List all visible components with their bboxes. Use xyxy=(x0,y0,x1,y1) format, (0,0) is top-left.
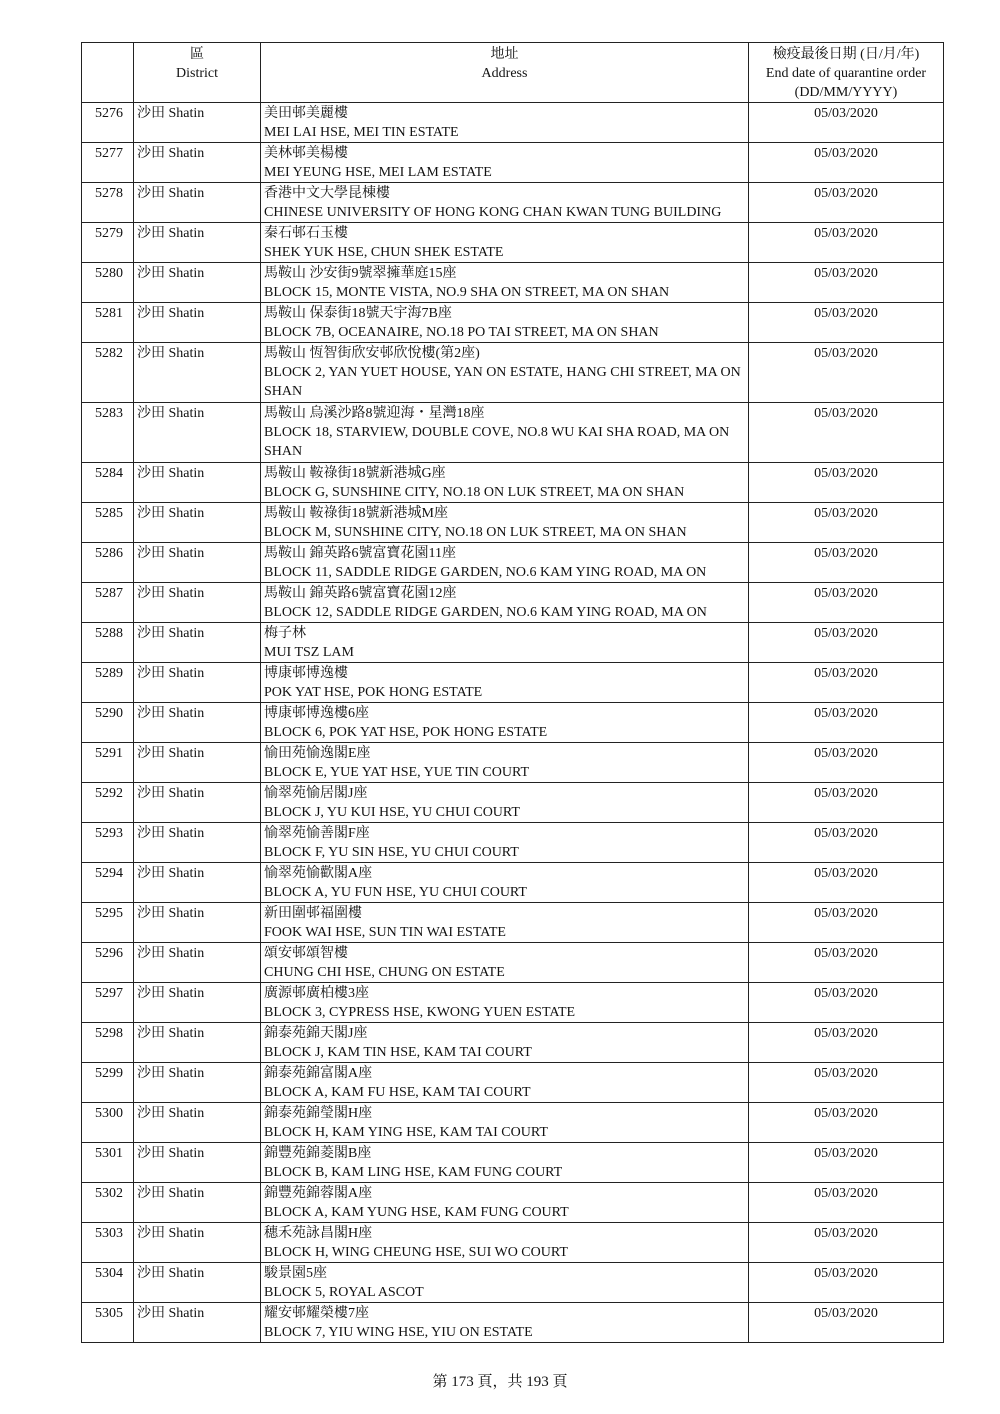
row-address-zh: 博康邨博逸樓6座 xyxy=(264,706,369,721)
row-address-zh: 馬鞍山 烏溪沙路8號迎海・星灣18座 xyxy=(264,406,485,421)
row-district: 沙田 Shatin xyxy=(134,703,261,743)
row-address-en: BLOCK G, SUNSHINE CITY, NO.18 ON LUK STREET, MA ON SHAN xyxy=(264,485,685,500)
row-district: 沙田 Shatin xyxy=(134,623,261,663)
row-address-en: MEI LAI HSE, MEI TIN ESTATE xyxy=(264,125,459,140)
row-address xyxy=(261,223,749,263)
row-address xyxy=(261,783,749,823)
row-end-date: 05/03/2020 xyxy=(749,703,944,743)
row-address-en: BLOCK 12, SADDLE RIDGE GARDEN, NO.6 KAM YING ROAD, MA ON xyxy=(264,605,707,620)
row-end-date: 05/03/2020 xyxy=(749,223,944,263)
row-address-en: BLOCK A, KAM FU HSE, KAM TAI COURT xyxy=(264,1085,531,1100)
table-row xyxy=(82,903,944,943)
row-number: 5295 xyxy=(82,903,134,943)
row-district: 沙田 Shatin xyxy=(134,463,261,503)
row-number: 5289 xyxy=(82,663,134,703)
row-number: 5298 xyxy=(82,1023,134,1063)
table-row xyxy=(82,823,944,863)
row-address xyxy=(261,943,749,983)
row-end-date: 05/03/2020 xyxy=(749,903,944,943)
table-row xyxy=(82,403,944,463)
row-end-date: 05/03/2020 xyxy=(749,303,944,343)
row-district: 沙田 Shatin xyxy=(134,143,261,183)
row-address-zh: 愉田苑愉逸閣E座 xyxy=(264,746,371,761)
row-address-zh: 愉翠苑愉善閣F座 xyxy=(264,826,370,841)
row-address-zh: 錦豐苑錦菱閣B座 xyxy=(264,1146,372,1161)
row-number: 5302 xyxy=(82,1183,134,1223)
row-address xyxy=(261,543,749,583)
row-number: 5287 xyxy=(82,583,134,623)
row-address xyxy=(261,863,749,903)
row-address-en: CHINESE UNIVERSITY OF HONG KONG CHAN KWAN TUNG BUILDING xyxy=(264,205,722,220)
row-district: 沙田 Shatin xyxy=(134,903,261,943)
row-address-en: BLOCK 6, POK YAT HSE, POK HONG ESTATE xyxy=(264,725,548,740)
row-district: 沙田 Shatin xyxy=(134,103,261,143)
row-address-en: MEI YEUNG HSE, MEI LAM ESTATE xyxy=(264,165,492,180)
row-end-date: 05/03/2020 xyxy=(749,623,944,663)
row-address xyxy=(261,263,749,303)
row-address-zh: 美田邨美麗樓 xyxy=(264,106,348,121)
row-district: 沙田 Shatin xyxy=(134,1263,261,1303)
row-address-zh: 駿景園5座 xyxy=(264,1266,327,1281)
row-number: 5276 xyxy=(82,103,134,143)
row-address-zh: 愉翠苑愉歡閣A座 xyxy=(264,866,373,881)
row-address-en: FOOK WAI HSE, SUN TIN WAI ESTATE xyxy=(264,925,506,940)
row-number: 5301 xyxy=(82,1143,134,1183)
row-district: 沙田 Shatin xyxy=(134,1143,261,1183)
row-address-zh: 梅子林 xyxy=(264,626,306,641)
header-number xyxy=(82,43,134,103)
row-address-en: BLOCK A, KAM YUNG HSE, KAM FUNG COURT xyxy=(264,1205,569,1220)
header-address xyxy=(261,43,749,103)
row-address xyxy=(261,983,749,1023)
row-address-en: BLOCK H, WING CHEUNG HSE, SUI WO COURT xyxy=(264,1245,568,1260)
row-district: 沙田 Shatin xyxy=(134,503,261,543)
row-number: 5279 xyxy=(82,223,134,263)
row-district: 沙田 Shatin xyxy=(134,583,261,623)
row-address-en: BLOCK 5, ROYAL ASCOT xyxy=(264,1285,424,1300)
table-row xyxy=(82,743,944,783)
row-address xyxy=(261,303,749,343)
row-address-zh: 馬鞍山 沙安街9號翠擁華庭15座 xyxy=(264,266,457,281)
row-end-date: 05/03/2020 xyxy=(749,263,944,303)
row-end-date: 05/03/2020 xyxy=(749,823,944,863)
row-address xyxy=(261,1303,749,1343)
row-district: 沙田 Shatin xyxy=(134,1063,261,1103)
row-address-zh: 馬鞍山 鞍祿街18號新港城M座 xyxy=(264,506,448,521)
row-end-date: 05/03/2020 xyxy=(749,1103,944,1143)
row-address xyxy=(261,143,749,183)
row-end-date: 05/03/2020 xyxy=(749,1223,944,1263)
row-number: 5300 xyxy=(82,1103,134,1143)
row-address-en: BLOCK J, KAM TIN HSE, KAM TAI COURT xyxy=(264,1045,532,1060)
row-end-date: 05/03/2020 xyxy=(749,103,944,143)
row-end-date: 05/03/2020 xyxy=(749,863,944,903)
row-address xyxy=(261,103,749,143)
row-address-zh: 廣源邨廣柏樓3座 xyxy=(264,986,369,1001)
row-address-zh: 博康邨博逸樓 xyxy=(264,666,348,681)
row-address-zh: 錦泰苑錦瑩閣H座 xyxy=(264,1106,373,1121)
row-address xyxy=(261,703,749,743)
table-row xyxy=(82,1023,944,1063)
page-number: 第 173 頁，共 193 頁 xyxy=(432,1374,568,1390)
table-row xyxy=(82,263,944,303)
row-end-date: 05/03/2020 xyxy=(749,543,944,583)
row-address-en: BLOCK 11, SADDLE RIDGE GARDEN, NO.6 KAM YING ROAD, MA ON xyxy=(264,565,707,580)
row-address-en: POK YAT HSE, POK HONG ESTATE xyxy=(264,685,483,700)
row-district: 沙田 Shatin xyxy=(134,823,261,863)
table-row xyxy=(82,1063,944,1103)
row-address-en: BLOCK 18, STARVIEW, DOUBLE COVE, NO.8 WU KAI SHA ROAD, MA ON SHAN xyxy=(264,425,730,459)
table-row xyxy=(82,1103,944,1143)
table-row xyxy=(82,1183,944,1223)
row-address-zh: 錦泰苑錦富閣A座 xyxy=(264,1066,373,1081)
row-address-en: BLOCK J, YU KUI HSE, YU CHUI COURT xyxy=(264,805,520,820)
row-number: 5286 xyxy=(82,543,134,583)
row-district: 沙田 Shatin xyxy=(134,403,261,463)
row-number: 5290 xyxy=(82,703,134,743)
row-district: 沙田 Shatin xyxy=(134,343,261,403)
table-row xyxy=(82,1223,944,1263)
table-row xyxy=(82,103,944,143)
row-end-date: 05/03/2020 xyxy=(749,583,944,623)
row-address-zh: 馬鞍山 保泰街18號天宇海7B座 xyxy=(264,306,452,321)
row-address xyxy=(261,463,749,503)
row-end-date: 05/03/2020 xyxy=(749,1263,944,1303)
row-district: 沙田 Shatin xyxy=(134,983,261,1023)
table-row xyxy=(82,143,944,183)
table-row xyxy=(82,583,944,623)
row-district: 沙田 Shatin xyxy=(134,743,261,783)
row-address xyxy=(261,1063,749,1103)
row-end-date: 05/03/2020 xyxy=(749,943,944,983)
row-end-date: 05/03/2020 xyxy=(749,1023,944,1063)
table-row xyxy=(82,663,944,703)
table-row xyxy=(82,223,944,263)
table-row xyxy=(82,183,944,223)
header-date-zh: 檢疫最後日期 (日/月/年) xyxy=(772,47,920,62)
row-number: 5285 xyxy=(82,503,134,543)
row-number: 5304 xyxy=(82,1263,134,1303)
row-address xyxy=(261,1103,749,1143)
row-address-zh: 愉翠苑愉居閣J座 xyxy=(264,786,368,801)
row-district: 沙田 Shatin xyxy=(134,543,261,583)
quarantine-address-table xyxy=(81,42,944,1343)
row-end-date: 05/03/2020 xyxy=(749,143,944,183)
row-end-date: 05/03/2020 xyxy=(749,743,944,783)
table-row xyxy=(82,1303,944,1343)
table-row xyxy=(82,943,944,983)
row-address-zh: 耀安邨耀榮樓7座 xyxy=(264,1306,369,1321)
row-address-en: BLOCK B, KAM LING HSE, KAM FUNG COURT xyxy=(264,1165,563,1180)
row-address-en: BLOCK 7, YIU WING HSE, YIU ON ESTATE xyxy=(264,1325,533,1340)
row-address xyxy=(261,743,749,783)
table-row xyxy=(82,863,944,903)
table-row xyxy=(82,623,944,663)
row-end-date: 05/03/2020 xyxy=(749,403,944,463)
row-address xyxy=(261,183,749,223)
row-address-en: BLOCK 3, CYPRESS HSE, KWONG YUEN ESTATE xyxy=(264,1005,576,1020)
row-number: 5303 xyxy=(82,1223,134,1263)
row-address-en: BLOCK A, YU FUN HSE, YU CHUI COURT xyxy=(264,885,527,900)
row-address-zh: 頌安邨頌智樓 xyxy=(264,946,348,961)
row-address xyxy=(261,1223,749,1263)
row-address-en: MUI TSZ LAM xyxy=(264,645,354,660)
row-number: 5291 xyxy=(82,743,134,783)
row-district: 沙田 Shatin xyxy=(134,263,261,303)
row-number: 5297 xyxy=(82,983,134,1023)
header-date xyxy=(749,43,944,103)
row-end-date: 05/03/2020 xyxy=(749,1143,944,1183)
row-district: 沙田 Shatin xyxy=(134,303,261,343)
row-end-date: 05/03/2020 xyxy=(749,1063,944,1103)
row-district: 沙田 Shatin xyxy=(134,1303,261,1343)
row-number: 5305 xyxy=(82,1303,134,1343)
row-district: 沙田 Shatin xyxy=(134,183,261,223)
row-end-date: 05/03/2020 xyxy=(749,1303,944,1343)
row-end-date: 05/03/2020 xyxy=(749,663,944,703)
row-number: 5278 xyxy=(82,183,134,223)
table-row xyxy=(82,343,944,403)
row-address-en: BLOCK 2, YAN YUET HOUSE, YAN ON ESTATE, HANG CHI STREET, MA ON SHAN xyxy=(264,365,741,399)
header-district-en: District xyxy=(176,66,218,81)
row-address xyxy=(261,503,749,543)
row-address-zh: 馬鞍山 錦英路6號富寶花園12座 xyxy=(264,586,457,601)
row-address-zh: 錦豐苑錦蓉閣A座 xyxy=(264,1186,373,1201)
row-end-date: 05/03/2020 xyxy=(749,503,944,543)
table-row xyxy=(82,1143,944,1183)
row-address-zh: 秦石邨石玉樓 xyxy=(264,226,348,241)
row-address xyxy=(261,343,749,403)
header-district xyxy=(134,43,261,103)
table-row xyxy=(82,543,944,583)
row-address-zh: 美林邨美楊樓 xyxy=(264,146,348,161)
row-district: 沙田 Shatin xyxy=(134,1103,261,1143)
row-number: 5288 xyxy=(82,623,134,663)
row-address xyxy=(261,1143,749,1183)
row-number: 5294 xyxy=(82,863,134,903)
row-district: 沙田 Shatin xyxy=(134,1023,261,1063)
row-address-zh: 錦泰苑錦天閣J座 xyxy=(264,1026,368,1041)
row-number: 5283 xyxy=(82,403,134,463)
row-end-date: 05/03/2020 xyxy=(749,1183,944,1223)
header-address-zh: 地址 xyxy=(490,47,519,62)
row-district: 沙田 Shatin xyxy=(134,1183,261,1223)
row-district: 沙田 Shatin xyxy=(134,863,261,903)
row-address xyxy=(261,903,749,943)
row-number: 5296 xyxy=(82,943,134,983)
row-district: 沙田 Shatin xyxy=(134,783,261,823)
row-address xyxy=(261,1183,749,1223)
row-address-zh: 穗禾苑詠昌閣H座 xyxy=(264,1226,373,1241)
row-number: 5277 xyxy=(82,143,134,183)
row-address-en: BLOCK F, YU SIN HSE, YU CHUI COURT xyxy=(264,845,519,860)
row-address xyxy=(261,1023,749,1063)
header-date-format: (DD/MM/YYYY) xyxy=(794,85,898,100)
table-row xyxy=(82,463,944,503)
row-address-zh: 馬鞍山 鞍祿街18號新港城G座 xyxy=(264,466,446,481)
row-address-en: BLOCK 15, MONTE VISTA, NO.9 SHA ON STREET, MA ON SHAN xyxy=(264,285,670,300)
header-district-zh: 區 xyxy=(190,47,204,62)
row-address xyxy=(261,403,749,463)
row-address xyxy=(261,663,749,703)
row-end-date: 05/03/2020 xyxy=(749,343,944,403)
row-district: 沙田 Shatin xyxy=(134,663,261,703)
table-row xyxy=(82,783,944,823)
row-address-zh: 香港中文大學昆棟樓 xyxy=(264,186,390,201)
row-district: 沙田 Shatin xyxy=(134,223,261,263)
row-number: 5293 xyxy=(82,823,134,863)
row-address-zh: 馬鞍山 恆智街欣安邨欣悅樓(第2座) xyxy=(264,346,480,361)
row-address-en: BLOCK M, SUNSHINE CITY, NO.18 ON LUK STREET, MA ON SHAN xyxy=(264,525,687,540)
row-end-date: 05/03/2020 xyxy=(749,783,944,823)
row-end-date: 05/03/2020 xyxy=(749,983,944,1023)
row-address xyxy=(261,623,749,663)
table-row xyxy=(82,703,944,743)
row-number: 5299 xyxy=(82,1063,134,1103)
row-district: 沙田 Shatin xyxy=(134,1223,261,1263)
row-address xyxy=(261,1263,749,1303)
table-header-row xyxy=(82,43,944,103)
row-address-en: SHEK YUK HSE, CHUN SHEK ESTATE xyxy=(264,245,504,260)
row-address-en: BLOCK H, KAM YING HSE, KAM TAI COURT xyxy=(264,1125,548,1140)
row-address-zh: 馬鞍山 錦英路6號富寶花園11座 xyxy=(264,546,456,561)
row-end-date: 05/03/2020 xyxy=(749,183,944,223)
row-address xyxy=(261,823,749,863)
row-number: 5282 xyxy=(82,343,134,403)
row-address-en: BLOCK E, YUE YAT HSE, YUE TIN COURT xyxy=(264,765,530,780)
row-number: 5284 xyxy=(82,463,134,503)
row-address-en: BLOCK 7B, OCEANAIRE, NO.18 PO TAI STREET, MA ON SHAN xyxy=(264,325,659,340)
row-address-zh: 新田圍邨福圍樓 xyxy=(264,906,362,921)
row-number: 5281 xyxy=(82,303,134,343)
row-district: 沙田 Shatin xyxy=(134,943,261,983)
header-date-en: End date of quarantine order xyxy=(765,66,927,81)
table-row xyxy=(82,1263,944,1303)
table-row xyxy=(82,983,944,1023)
row-number: 5280 xyxy=(82,263,134,303)
row-address-en: CHUNG CHI HSE, CHUNG ON ESTATE xyxy=(264,965,505,980)
table-row xyxy=(82,503,944,543)
row-end-date: 05/03/2020 xyxy=(749,463,944,503)
row-number: 5292 xyxy=(82,783,134,823)
header-address-en: Address xyxy=(481,66,528,81)
row-address xyxy=(261,583,749,623)
table-row xyxy=(82,303,944,343)
